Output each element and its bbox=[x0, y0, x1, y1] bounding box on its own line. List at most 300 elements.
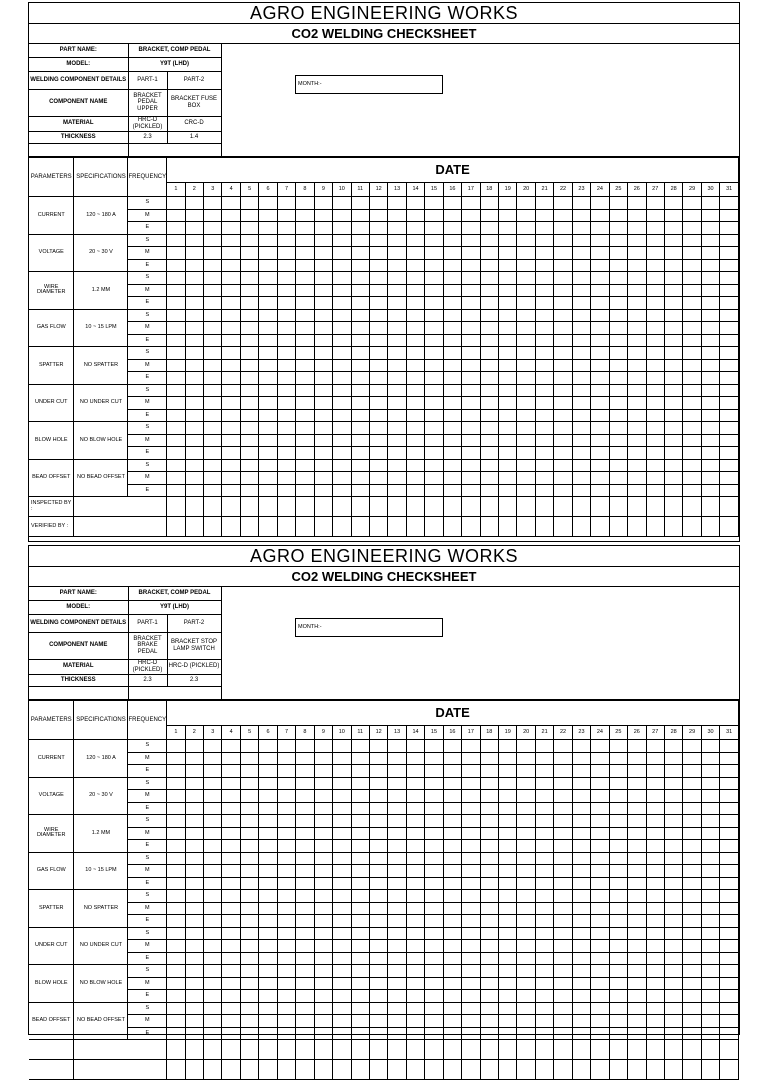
entry-cell[interactable] bbox=[480, 827, 498, 840]
entry-cell[interactable] bbox=[554, 409, 572, 422]
entry-cell[interactable] bbox=[314, 1027, 332, 1040]
entry-cell[interactable] bbox=[204, 902, 222, 915]
entry-cell[interactable] bbox=[664, 209, 682, 222]
entry-cell[interactable] bbox=[296, 359, 314, 372]
entry-cell[interactable] bbox=[204, 990, 222, 1003]
entry-cell[interactable] bbox=[185, 765, 203, 778]
entry-cell[interactable] bbox=[480, 1015, 498, 1028]
entry-cell[interactable] bbox=[296, 447, 314, 460]
entry-cell[interactable] bbox=[314, 234, 332, 247]
entry-cell[interactable] bbox=[277, 347, 295, 360]
entry-cell[interactable] bbox=[240, 902, 258, 915]
entry-cell[interactable] bbox=[296, 222, 314, 235]
entry-cell[interactable] bbox=[628, 259, 646, 272]
entry-cell[interactable] bbox=[277, 777, 295, 790]
entry-cell[interactable] bbox=[535, 359, 553, 372]
entry-cell[interactable] bbox=[480, 384, 498, 397]
signature-entry-cell[interactable] bbox=[167, 1040, 185, 1060]
entry-cell[interactable] bbox=[591, 272, 609, 285]
entry-cell[interactable] bbox=[222, 197, 240, 210]
entry-cell[interactable] bbox=[314, 409, 332, 422]
entry-cell[interactable] bbox=[222, 434, 240, 447]
entry-cell[interactable] bbox=[701, 434, 719, 447]
entry-cell[interactable] bbox=[425, 397, 443, 410]
entry-cell[interactable] bbox=[609, 309, 627, 322]
entry-cell[interactable] bbox=[646, 777, 664, 790]
entry-cell[interactable] bbox=[462, 965, 480, 978]
entry-cell[interactable] bbox=[222, 777, 240, 790]
entry-cell[interactable] bbox=[333, 309, 351, 322]
entry-cell[interactable] bbox=[701, 990, 719, 1003]
entry-cell[interactable] bbox=[517, 765, 535, 778]
entry-cell[interactable] bbox=[351, 865, 369, 878]
entry-cell[interactable] bbox=[572, 752, 590, 765]
entry-cell[interactable] bbox=[369, 284, 387, 297]
entry-cell[interactable] bbox=[646, 965, 664, 978]
entry-cell[interactable] bbox=[369, 752, 387, 765]
entry-cell[interactable] bbox=[664, 397, 682, 410]
entry-cell[interactable] bbox=[167, 434, 185, 447]
entry-cell[interactable] bbox=[240, 977, 258, 990]
entry-cell[interactable] bbox=[628, 484, 646, 497]
entry-cell[interactable] bbox=[204, 827, 222, 840]
entry-cell[interactable] bbox=[720, 297, 739, 310]
entry-cell[interactable] bbox=[259, 827, 277, 840]
entry-cell[interactable] bbox=[185, 284, 203, 297]
entry-cell[interactable] bbox=[185, 877, 203, 890]
entry-cell[interactable] bbox=[517, 484, 535, 497]
entry-cell[interactable] bbox=[554, 447, 572, 460]
entry-cell[interactable] bbox=[499, 247, 517, 260]
entry-cell[interactable] bbox=[664, 952, 682, 965]
entry-cell[interactable] bbox=[443, 472, 461, 485]
entry-cell[interactable] bbox=[240, 1002, 258, 1015]
entry-cell[interactable] bbox=[683, 1015, 701, 1028]
entry-cell[interactable] bbox=[314, 777, 332, 790]
signature-entry-cell[interactable] bbox=[572, 1040, 590, 1060]
entry-cell[interactable] bbox=[701, 765, 719, 778]
entry-cell[interactable] bbox=[646, 952, 664, 965]
entry-cell[interactable] bbox=[388, 865, 406, 878]
entry-cell[interactable] bbox=[425, 247, 443, 260]
entry-cell[interactable] bbox=[554, 840, 572, 853]
entry-cell[interactable] bbox=[628, 752, 646, 765]
entry-cell[interactable] bbox=[369, 965, 387, 978]
entry-cell[interactable] bbox=[462, 484, 480, 497]
signature-cell[interactable] bbox=[74, 1060, 167, 1080]
entry-cell[interactable] bbox=[572, 852, 590, 865]
entry-cell[interactable] bbox=[535, 372, 553, 385]
entry-cell[interactable] bbox=[554, 902, 572, 915]
entry-cell[interactable] bbox=[167, 777, 185, 790]
entry-cell[interactable] bbox=[572, 802, 590, 815]
entry-cell[interactable] bbox=[683, 902, 701, 915]
entry-cell[interactable] bbox=[628, 222, 646, 235]
entry-cell[interactable] bbox=[351, 372, 369, 385]
entry-cell[interactable] bbox=[535, 965, 553, 978]
entry-cell[interactable] bbox=[462, 397, 480, 410]
entry-cell[interactable] bbox=[259, 740, 277, 753]
signature-entry-cell[interactable] bbox=[314, 1040, 332, 1060]
signature-entry-cell[interactable] bbox=[517, 1040, 535, 1060]
entry-cell[interactable] bbox=[628, 284, 646, 297]
entry-cell[interactable] bbox=[683, 222, 701, 235]
entry-cell[interactable] bbox=[664, 902, 682, 915]
entry-cell[interactable] bbox=[480, 222, 498, 235]
entry-cell[interactable] bbox=[167, 952, 185, 965]
entry-cell[interactable] bbox=[259, 1027, 277, 1040]
entry-cell[interactable] bbox=[369, 865, 387, 878]
entry-cell[interactable] bbox=[480, 902, 498, 915]
entry-cell[interactable] bbox=[591, 247, 609, 260]
entry-cell[interactable] bbox=[443, 940, 461, 953]
entry-cell[interactable] bbox=[720, 990, 739, 1003]
entry-cell[interactable] bbox=[591, 1027, 609, 1040]
entry-cell[interactable] bbox=[296, 422, 314, 435]
entry-cell[interactable] bbox=[204, 777, 222, 790]
entry-cell[interactable] bbox=[314, 765, 332, 778]
entry-cell[interactable] bbox=[185, 397, 203, 410]
entry-cell[interactable] bbox=[259, 459, 277, 472]
entry-cell[interactable] bbox=[664, 234, 682, 247]
entry-cell[interactable] bbox=[277, 965, 295, 978]
entry-cell[interactable] bbox=[388, 1027, 406, 1040]
signature-entry-cell[interactable] bbox=[628, 517, 646, 537]
entry-cell[interactable] bbox=[701, 940, 719, 953]
entry-cell[interactable] bbox=[204, 359, 222, 372]
signature-entry-cell[interactable] bbox=[609, 517, 627, 537]
entry-cell[interactable] bbox=[664, 484, 682, 497]
entry-cell[interactable] bbox=[683, 247, 701, 260]
entry-cell[interactable] bbox=[572, 902, 590, 915]
entry-cell[interactable] bbox=[499, 815, 517, 828]
entry-cell[interactable] bbox=[443, 915, 461, 928]
entry-cell[interactable] bbox=[535, 447, 553, 460]
entry-cell[interactable] bbox=[646, 222, 664, 235]
entry-cell[interactable] bbox=[462, 384, 480, 397]
entry-cell[interactable] bbox=[535, 459, 553, 472]
entry-cell[interactable] bbox=[222, 877, 240, 890]
entry-cell[interactable] bbox=[462, 890, 480, 903]
entry-cell[interactable] bbox=[222, 284, 240, 297]
entry-cell[interactable] bbox=[517, 852, 535, 865]
entry-cell[interactable] bbox=[480, 840, 498, 853]
entry-cell[interactable] bbox=[167, 1027, 185, 1040]
entry-cell[interactable] bbox=[351, 434, 369, 447]
signature-entry-cell[interactable] bbox=[240, 517, 258, 537]
entry-cell[interactable] bbox=[369, 347, 387, 360]
entry-cell[interactable] bbox=[314, 852, 332, 865]
entry-cell[interactable] bbox=[591, 940, 609, 953]
entry-cell[interactable] bbox=[683, 952, 701, 965]
entry-cell[interactable] bbox=[646, 877, 664, 890]
entry-cell[interactable] bbox=[720, 965, 739, 978]
entry-cell[interactable] bbox=[222, 1015, 240, 1028]
entry-cell[interactable] bbox=[388, 434, 406, 447]
signature-entry-cell[interactable] bbox=[314, 517, 332, 537]
entry-cell[interactable] bbox=[535, 827, 553, 840]
signature-entry-cell[interactable] bbox=[240, 1040, 258, 1060]
entry-cell[interactable] bbox=[296, 484, 314, 497]
entry-cell[interactable] bbox=[333, 209, 351, 222]
entry-cell[interactable] bbox=[425, 234, 443, 247]
entry-cell[interactable] bbox=[664, 790, 682, 803]
signature-entry-cell[interactable] bbox=[591, 497, 609, 517]
entry-cell[interactable] bbox=[425, 372, 443, 385]
entry-cell[interactable] bbox=[517, 915, 535, 928]
signature-entry-cell[interactable] bbox=[609, 1060, 627, 1080]
entry-cell[interactable] bbox=[259, 890, 277, 903]
signature-entry-cell[interactable] bbox=[296, 1060, 314, 1080]
entry-cell[interactable] bbox=[222, 247, 240, 260]
entry-cell[interactable] bbox=[314, 209, 332, 222]
entry-cell[interactable] bbox=[296, 990, 314, 1003]
entry-cell[interactable] bbox=[277, 272, 295, 285]
entry-cell[interactable] bbox=[277, 309, 295, 322]
entry-cell[interactable] bbox=[406, 902, 424, 915]
entry-cell[interactable] bbox=[333, 965, 351, 978]
signature-entry-cell[interactable] bbox=[240, 1060, 258, 1080]
entry-cell[interactable] bbox=[369, 790, 387, 803]
entry-cell[interactable] bbox=[425, 740, 443, 753]
entry-cell[interactable] bbox=[406, 197, 424, 210]
entry-cell[interactable] bbox=[591, 840, 609, 853]
entry-cell[interactable] bbox=[646, 234, 664, 247]
entry-cell[interactable] bbox=[683, 309, 701, 322]
entry-cell[interactable] bbox=[462, 927, 480, 940]
entry-cell[interactable] bbox=[720, 890, 739, 903]
entry-cell[interactable] bbox=[535, 752, 553, 765]
entry-cell[interactable] bbox=[554, 765, 572, 778]
entry-cell[interactable] bbox=[609, 459, 627, 472]
entry-cell[interactable] bbox=[591, 852, 609, 865]
entry-cell[interactable] bbox=[277, 484, 295, 497]
entry-cell[interactable] bbox=[388, 284, 406, 297]
entry-cell[interactable] bbox=[277, 977, 295, 990]
entry-cell[interactable] bbox=[664, 372, 682, 385]
entry-cell[interactable] bbox=[222, 459, 240, 472]
entry-cell[interactable] bbox=[517, 447, 535, 460]
entry-cell[interactable] bbox=[628, 790, 646, 803]
entry-cell[interactable] bbox=[167, 965, 185, 978]
entry-cell[interactable] bbox=[314, 740, 332, 753]
entry-cell[interactable] bbox=[333, 827, 351, 840]
entry-cell[interactable] bbox=[314, 865, 332, 878]
entry-cell[interactable] bbox=[240, 297, 258, 310]
entry-cell[interactable] bbox=[664, 409, 682, 422]
entry-cell[interactable] bbox=[480, 1027, 498, 1040]
entry-cell[interactable] bbox=[167, 297, 185, 310]
entry-cell[interactable] bbox=[462, 1015, 480, 1028]
entry-cell[interactable] bbox=[462, 940, 480, 953]
entry-cell[interactable] bbox=[499, 940, 517, 953]
entry-cell[interactable] bbox=[259, 977, 277, 990]
entry-cell[interactable] bbox=[609, 1015, 627, 1028]
signature-entry-cell[interactable] bbox=[406, 1060, 424, 1080]
entry-cell[interactable] bbox=[720, 865, 739, 878]
entry-cell[interactable] bbox=[204, 384, 222, 397]
entry-cell[interactable] bbox=[222, 359, 240, 372]
entry-cell[interactable] bbox=[683, 472, 701, 485]
entry-cell[interactable] bbox=[296, 840, 314, 853]
entry-cell[interactable] bbox=[499, 209, 517, 222]
entry-cell[interactable] bbox=[185, 372, 203, 385]
entry-cell[interactable] bbox=[628, 197, 646, 210]
entry-cell[interactable] bbox=[554, 865, 572, 878]
entry-cell[interactable] bbox=[167, 372, 185, 385]
entry-cell[interactable] bbox=[517, 952, 535, 965]
entry-cell[interactable] bbox=[683, 840, 701, 853]
signature-entry-cell[interactable] bbox=[462, 1060, 480, 1080]
entry-cell[interactable] bbox=[609, 815, 627, 828]
entry-cell[interactable] bbox=[720, 334, 739, 347]
entry-cell[interactable] bbox=[480, 347, 498, 360]
entry-cell[interactable] bbox=[388, 815, 406, 828]
entry-cell[interactable] bbox=[167, 409, 185, 422]
entry-cell[interactable] bbox=[720, 247, 739, 260]
entry-cell[interactable] bbox=[628, 234, 646, 247]
signature-entry-cell[interactable] bbox=[167, 517, 185, 537]
entry-cell[interactable] bbox=[369, 990, 387, 1003]
entry-cell[interactable] bbox=[535, 890, 553, 903]
entry-cell[interactable] bbox=[369, 384, 387, 397]
entry-cell[interactable] bbox=[204, 852, 222, 865]
entry-cell[interactable] bbox=[425, 309, 443, 322]
entry-cell[interactable] bbox=[554, 297, 572, 310]
entry-cell[interactable] bbox=[369, 740, 387, 753]
entry-cell[interactable] bbox=[572, 209, 590, 222]
entry-cell[interactable] bbox=[185, 472, 203, 485]
entry-cell[interactable] bbox=[701, 890, 719, 903]
entry-cell[interactable] bbox=[443, 890, 461, 903]
entry-cell[interactable] bbox=[554, 827, 572, 840]
entry-cell[interactable] bbox=[701, 472, 719, 485]
entry-cell[interactable] bbox=[204, 309, 222, 322]
entry-cell[interactable] bbox=[701, 752, 719, 765]
entry-cell[interactable] bbox=[720, 765, 739, 778]
entry-cell[interactable] bbox=[259, 952, 277, 965]
entry-cell[interactable] bbox=[664, 309, 682, 322]
entry-cell[interactable] bbox=[701, 802, 719, 815]
entry-cell[interactable] bbox=[351, 422, 369, 435]
entry-cell[interactable] bbox=[351, 322, 369, 335]
entry-cell[interactable] bbox=[480, 359, 498, 372]
entry-cell[interactable] bbox=[499, 765, 517, 778]
entry-cell[interactable] bbox=[222, 865, 240, 878]
entry-cell[interactable] bbox=[314, 459, 332, 472]
entry-cell[interactable] bbox=[314, 790, 332, 803]
entry-cell[interactable] bbox=[517, 409, 535, 422]
entry-cell[interactable] bbox=[406, 915, 424, 928]
entry-cell[interactable] bbox=[535, 1002, 553, 1015]
entry-cell[interactable] bbox=[701, 409, 719, 422]
entry-cell[interactable] bbox=[462, 272, 480, 285]
entry-cell[interactable] bbox=[185, 1002, 203, 1015]
entry-cell[interactable] bbox=[406, 297, 424, 310]
entry-cell[interactable] bbox=[406, 890, 424, 903]
entry-cell[interactable] bbox=[701, 777, 719, 790]
entry-cell[interactable] bbox=[167, 309, 185, 322]
entry-cell[interactable] bbox=[333, 1015, 351, 1028]
entry-cell[interactable] bbox=[720, 902, 739, 915]
entry-cell[interactable] bbox=[683, 422, 701, 435]
entry-cell[interactable] bbox=[480, 459, 498, 472]
entry-cell[interactable] bbox=[277, 209, 295, 222]
entry-cell[interactable] bbox=[517, 1027, 535, 1040]
entry-cell[interactable] bbox=[535, 915, 553, 928]
entry-cell[interactable] bbox=[499, 877, 517, 890]
entry-cell[interactable] bbox=[222, 977, 240, 990]
entry-cell[interactable] bbox=[333, 915, 351, 928]
entry-cell[interactable] bbox=[664, 284, 682, 297]
entry-cell[interactable] bbox=[701, 297, 719, 310]
entry-cell[interactable] bbox=[591, 284, 609, 297]
entry-cell[interactable] bbox=[517, 359, 535, 372]
entry-cell[interactable] bbox=[296, 1002, 314, 1015]
entry-cell[interactable] bbox=[443, 802, 461, 815]
entry-cell[interactable] bbox=[388, 309, 406, 322]
entry-cell[interactable] bbox=[240, 752, 258, 765]
entry-cell[interactable] bbox=[443, 384, 461, 397]
entry-cell[interactable] bbox=[628, 397, 646, 410]
entry-cell[interactable] bbox=[462, 447, 480, 460]
entry-cell[interactable] bbox=[314, 384, 332, 397]
entry-cell[interactable] bbox=[591, 902, 609, 915]
entry-cell[interactable] bbox=[462, 359, 480, 372]
entry-cell[interactable] bbox=[572, 890, 590, 903]
entry-cell[interactable] bbox=[185, 422, 203, 435]
entry-cell[interactable] bbox=[369, 1015, 387, 1028]
entry-cell[interactable] bbox=[388, 1015, 406, 1028]
entry-cell[interactable] bbox=[425, 1027, 443, 1040]
entry-cell[interactable] bbox=[628, 472, 646, 485]
entry-cell[interactable] bbox=[369, 359, 387, 372]
entry-cell[interactable] bbox=[443, 484, 461, 497]
entry-cell[interactable] bbox=[296, 272, 314, 285]
entry-cell[interactable] bbox=[369, 409, 387, 422]
entry-cell[interactable] bbox=[462, 372, 480, 385]
entry-cell[interactable] bbox=[480, 815, 498, 828]
entry-cell[interactable] bbox=[406, 965, 424, 978]
entry-cell[interactable] bbox=[443, 409, 461, 422]
entry-cell[interactable] bbox=[167, 940, 185, 953]
entry-cell[interactable] bbox=[443, 902, 461, 915]
entry-cell[interactable] bbox=[554, 372, 572, 385]
entry-cell[interactable] bbox=[314, 447, 332, 460]
entry-cell[interactable] bbox=[369, 434, 387, 447]
entry-cell[interactable] bbox=[628, 247, 646, 260]
entry-cell[interactable] bbox=[554, 259, 572, 272]
entry-cell[interactable] bbox=[314, 309, 332, 322]
entry-cell[interactable] bbox=[351, 752, 369, 765]
entry-cell[interactable] bbox=[535, 740, 553, 753]
entry-cell[interactable] bbox=[167, 802, 185, 815]
entry-cell[interactable] bbox=[204, 965, 222, 978]
entry-cell[interactable] bbox=[720, 272, 739, 285]
entry-cell[interactable] bbox=[277, 247, 295, 260]
entry-cell[interactable] bbox=[240, 1027, 258, 1040]
entry-cell[interactable] bbox=[240, 865, 258, 878]
entry-cell[interactable] bbox=[517, 1015, 535, 1028]
entry-cell[interactable] bbox=[406, 990, 424, 1003]
entry-cell[interactable] bbox=[628, 840, 646, 853]
entry-cell[interactable] bbox=[222, 790, 240, 803]
entry-cell[interactable] bbox=[443, 397, 461, 410]
entry-cell[interactable] bbox=[609, 347, 627, 360]
signature-entry-cell[interactable] bbox=[480, 517, 498, 537]
entry-cell[interactable] bbox=[683, 447, 701, 460]
entry-cell[interactable] bbox=[646, 384, 664, 397]
